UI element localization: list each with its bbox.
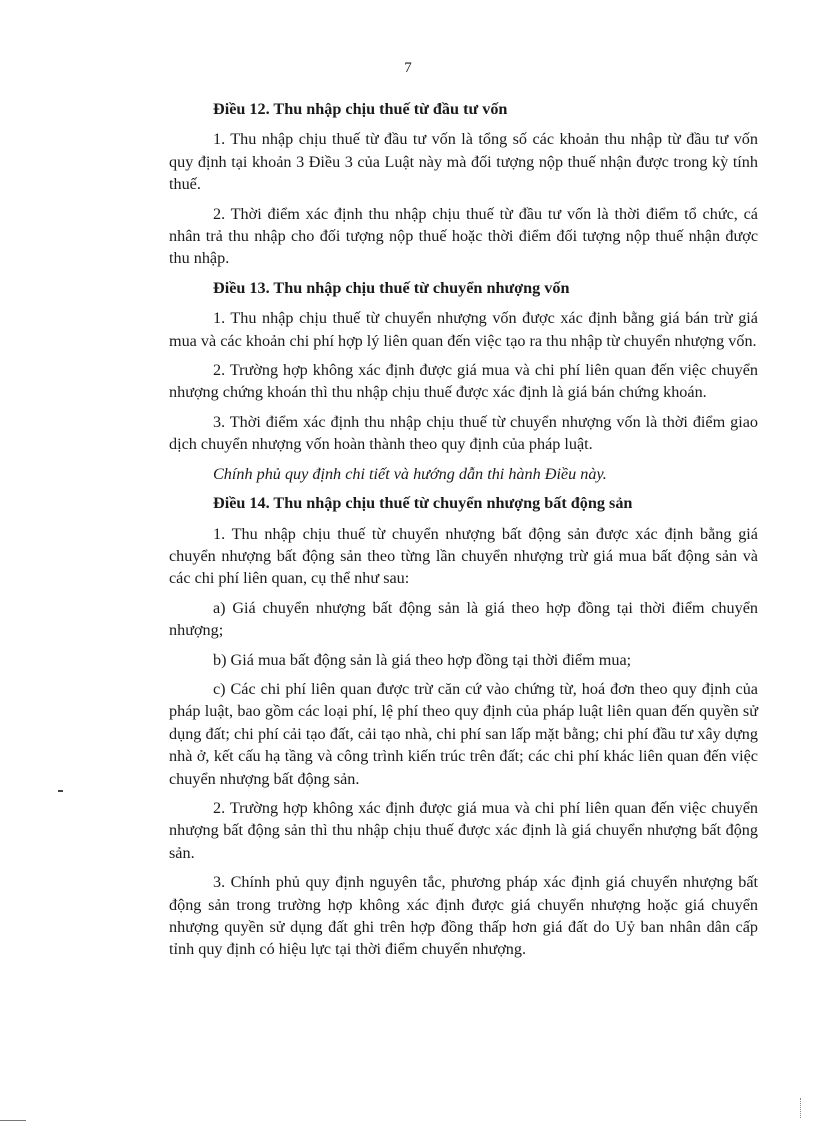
document-body (169, 98, 758, 961)
page-number: 7 (404, 60, 412, 76)
article-12-clause-1: 1. Thu nhập chịu thuế từ đầu tư vốn là tổng số các khoản thu nhập từ đầu tư vốn quy định tại khoản 3 Điều 3 của Luật này mà đối tượng nộp thuế nhận được trong kỳ tính thuế. (169, 130, 758, 194)
article-13-title: Điều 13. Thu nhập chịu thuế từ chuyển nhượng vốn (213, 278, 570, 297)
article-13-closing-note: Chính phủ quy định chi tiết và hướng dẫn thi hành Điều này. (213, 464, 607, 483)
article-14-clause-3: 3. Chính phủ quy định nguyên tắc, phương pháp xác định giá chuyển nhượng bất động sản trong trường hợp không xác định được giá chuyển nhượng hoặc giá chuyển nhượng quyền sử dụng đất ghi trên hợp đồng thấp hơn giá đất do Uỷ ban nhân dân cấp tỉnh quy định có hiệu lực tại thời điểm chuyển nhượng. (169, 873, 758, 959)
scan-margin-mark (58, 790, 63, 792)
article-14-point-c: c) Các chi phí liên quan được trừ căn cứ vào chứng từ, hoá đơn theo quy định của pháp luật, bao gồm các loại phí, lệ phí theo quy định của pháp luật liên quan đến quyền sử dụng đất; chi phí cải tạo đất, cải tạo nhà, chi phí san lấp mặt bằng; chi phí đầu tư xây dựng nhà ở, kết cấu hạ tầng và công trình kiến trúc trên đất; các chi phí khác liên quan đến việc chuyển nhượng bất động sản. (169, 679, 758, 788)
article-12-clause-2: 2. Thời điểm xác định thu nhập chịu thuế từ đầu tư vốn là thời điểm tổ chức, cá nhân trả thu nhập cho đối tượng nộp thuế hoặc thời điểm đối tượng nộp thuế nhận được thu nhập. (169, 204, 758, 268)
article-14-point-a: a) Giá chuyển nhượng bất động sản là giá theo hợp đồng tại thời điểm chuyển nhượng; (169, 598, 758, 640)
article-14-clause-2: 2. Trường hợp không xác định được giá mua và chi phí liên quan đến việc chuyển nhượng bất động sản thì thu nhập chịu thuế được xác định là giá chuyển nhượng bất động sản. (169, 798, 758, 862)
article-14-title: Điều 14. Thu nhập chịu thuế từ chuyển nhượng bất động sản (213, 494, 633, 513)
article-13-clause-1: 1. Thu nhập chịu thuế từ chuyển nhượng vốn được xác định bằng giá bán trừ giá mua và các khoản chi phí hợp lý liên quan đến việc tạo ra thu nhập từ chuyển nhượng vốn. (169, 309, 758, 350)
article-13-clause-2: 2. Trường hợp không xác định được giá mua và chi phí liên quan đến việc chuyển nhượng chứng khoán thì thu nhập chịu thuế được xác định là giá bán chứng khoán. (169, 361, 758, 402)
article-14-clause-1: 1. Thu nhập chịu thuế từ chuyển nhượng bất động sản được xác định bằng giá chuyển nhượng bất động sản theo từng lần chuyển nhượng trừ giá mua bất động sản và các chi phí liên quan, cụ thể như sau: (169, 524, 758, 588)
article-12-title: Điều 12. Thu nhập chịu thuế từ đầu tư vốn (213, 100, 508, 118)
article-14-point-b: b) Giá mua bất động sản là giá theo hợp đồng tại thời điểm mua; (213, 650, 632, 669)
scan-edge-dots (800, 1098, 803, 1118)
article-13-clause-3: 3. Thời điểm xác định thu nhập chịu thuế từ chuyển nhượng vốn là thời điểm giao dịch chuyển nhượng vốn hoàn thành theo quy định của pháp luật. (169, 412, 758, 454)
scan-bottom-edge-mark (0, 1120, 26, 1121)
